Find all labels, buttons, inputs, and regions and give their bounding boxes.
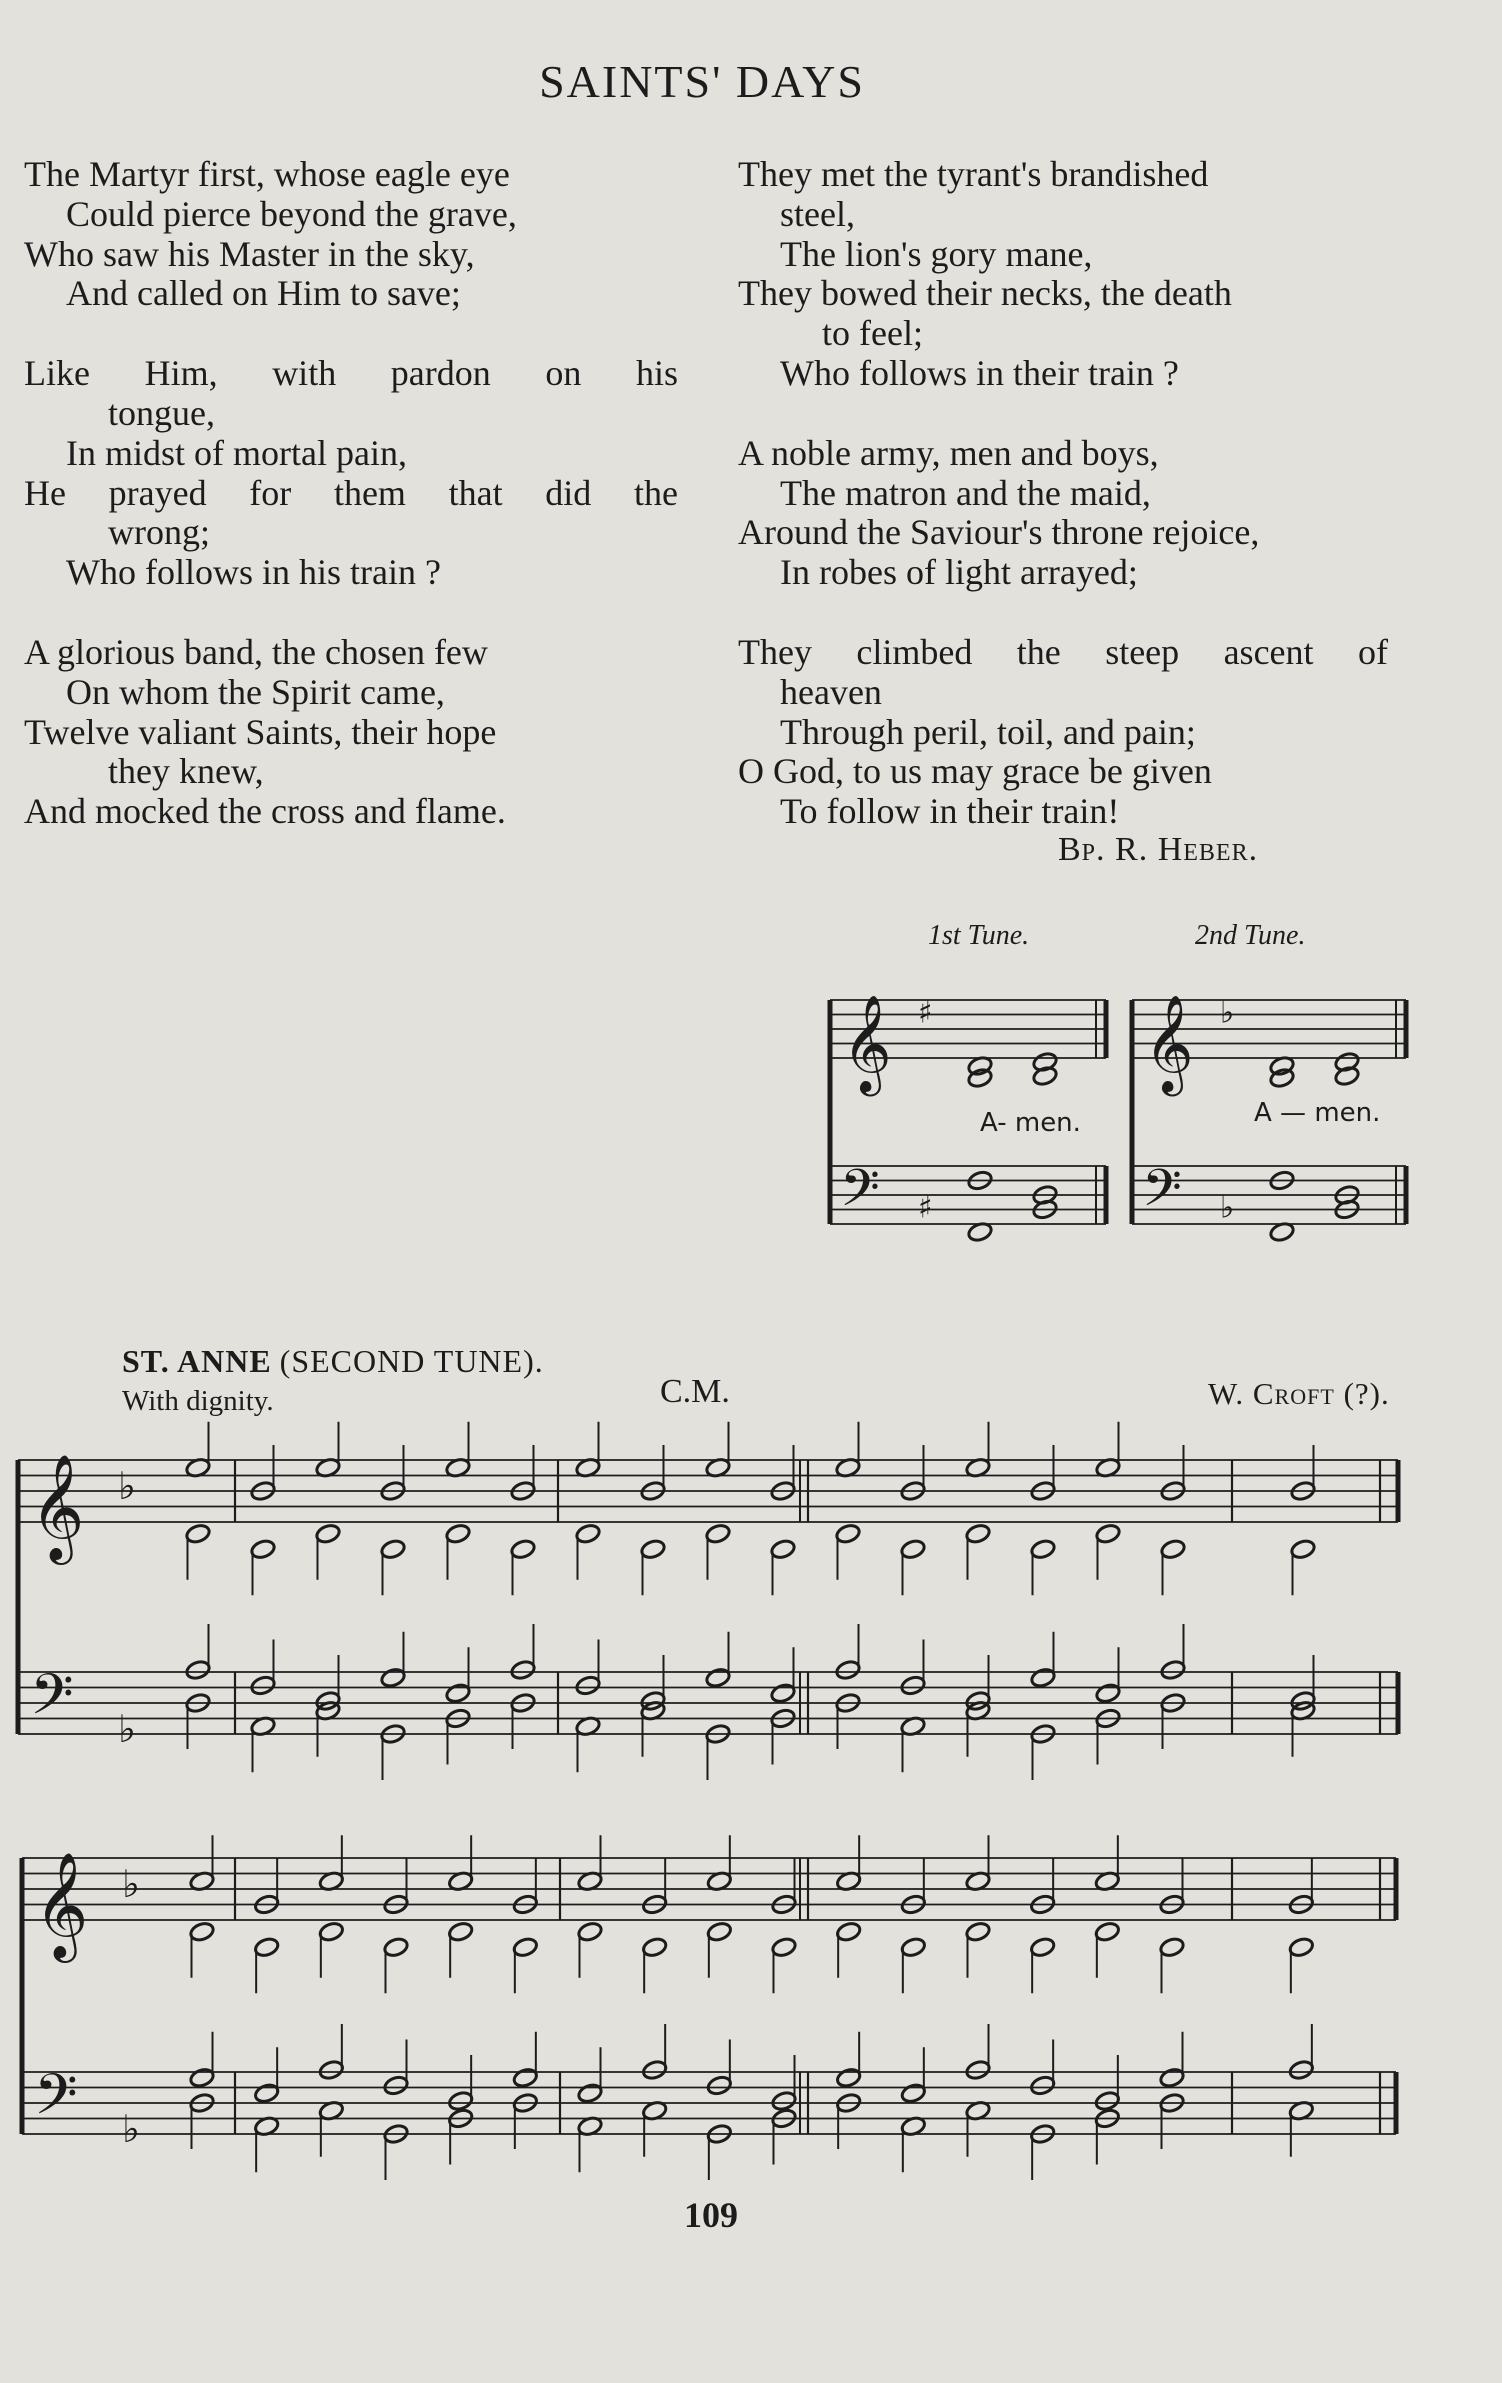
treble-clef: 𝄞 [1144, 994, 1194, 1092]
tenor-note [771, 2090, 798, 2112]
second-amen-text: A — men. [1254, 1098, 1381, 1128]
alto-note [253, 1936, 280, 1958]
alto-note [1160, 1538, 1187, 1560]
tenor-note [577, 2082, 604, 2104]
first-amen-text: A- men. [980, 1108, 1081, 1138]
tenor-note [1029, 2075, 1056, 2097]
alto-note [1159, 1936, 1186, 1958]
key-signature: ♯ [918, 1190, 933, 1226]
treble-clef: 𝄞 [30, 1453, 85, 1560]
verse-line: Twelve valiant Saints, their hope [24, 711, 497, 752]
tenor-note [447, 2090, 474, 2112]
alto-note [771, 1936, 798, 1958]
alto-note [965, 1523, 992, 1545]
verse-line: to feel; [822, 313, 923, 354]
tenor-note [380, 1667, 407, 1689]
tenor-note [835, 2067, 862, 2089]
verse-line: And mocked the cross and flame. [24, 791, 506, 832]
verse-line: They climbed the steep ascent of [738, 631, 1388, 672]
tenor-note [1030, 1667, 1057, 1689]
page-title: SAINTS' DAYS [539, 56, 865, 107]
verse-line: To follow in their train! [780, 791, 1120, 832]
tune-name-suffix: (SECOND TUNE). [279, 1343, 544, 1379]
flat-sign: ♭ [122, 2107, 140, 2151]
verse-line: They met the tyrant's brandished [738, 154, 1209, 194]
alto-note [512, 1936, 539, 1958]
tune-tempo: With dignity. [122, 1385, 274, 1417]
alto-note [510, 1538, 537, 1560]
verse-line: Through peril, toil, and pain; [780, 711, 1196, 752]
alto-note [318, 1921, 345, 1943]
key-signature: ♯ [918, 995, 933, 1031]
tenor-note [445, 1682, 472, 1704]
tenor-note [189, 2067, 216, 2089]
verse-line: The lion's gory mane, [780, 233, 1093, 274]
alto-note [965, 1921, 992, 1943]
alto-note [577, 1921, 604, 1943]
verse-line: Who follows in his train ? [66, 552, 441, 593]
tenor-note [770, 1682, 797, 1704]
alto-note [1288, 1936, 1315, 1958]
verse-line: Could pierce beyond the grave, [66, 193, 517, 234]
tenor-note [185, 1659, 212, 1681]
alto-note [640, 1538, 667, 1560]
alto-note [1029, 1936, 1056, 1958]
alto-note [900, 1538, 927, 1560]
alto-note [189, 1921, 216, 1943]
verse-line: He prayed for them that did the [24, 472, 678, 513]
second-tune-label: 2nd Tune. [1195, 920, 1306, 951]
verse-line: In robes of light arrayed; [780, 552, 1138, 593]
verse-line: And called on Him to save; [66, 273, 461, 314]
tenor-note [1288, 2059, 1315, 2081]
verse-line: heaven [780, 671, 882, 712]
verse-line: steel, [780, 193, 855, 234]
alto-note [380, 1538, 407, 1560]
alto-note [315, 1523, 342, 1545]
key-signature: ♭ [1220, 1190, 1235, 1226]
verse-line: The Martyr first, whose eagle eye [24, 154, 510, 194]
tenor-note [575, 1675, 602, 1697]
tenor-note [965, 2059, 992, 2081]
verse-line: wrong; [108, 512, 210, 553]
verse-line: The matron and the maid, [780, 472, 1151, 513]
verse-line: They bowed their necks, the death [738, 273, 1232, 314]
tenor-note [1159, 2067, 1186, 2089]
tune-composer: W. Croft (?). [1208, 1376, 1390, 1411]
tenor-note [1095, 1682, 1122, 1704]
verse-line: A noble army, men and boys, [738, 432, 1159, 473]
first-tune-label: 1st Tune. [928, 920, 1030, 951]
alto-note [1094, 1921, 1121, 1943]
tenor-note [900, 1675, 927, 1697]
verse-line: Who follows in their train ? [780, 352, 1179, 393]
tenor-note [383, 2075, 410, 2097]
verse-line: Around the Saviour's throne rejoice, [738, 512, 1260, 553]
tenor-note [510, 1659, 537, 1681]
alto-note [770, 1538, 797, 1560]
alto-note [835, 1523, 862, 1545]
verse-line: Who saw his Master in the sky, [24, 233, 475, 274]
alto-note [706, 1921, 733, 1943]
verse-line: On whom the Spirit came, [66, 671, 445, 712]
alto-note [900, 1936, 927, 1958]
key-signature: ♭ [1220, 995, 1235, 1031]
tenor-note [706, 2075, 733, 2097]
tenor-note [253, 2082, 280, 2104]
tenor-note [250, 1675, 277, 1697]
tenor-note [641, 2059, 668, 2081]
alto-note [185, 1523, 212, 1545]
bass-clef: 𝄢 [1142, 1157, 1182, 1231]
tenor-note [318, 2059, 345, 2081]
tune-name: ST. ANNE [122, 1343, 272, 1379]
alto-note [705, 1523, 732, 1545]
verse-line: Like Him, with pardon on his [24, 353, 678, 394]
page-number: 109 [684, 2195, 738, 2235]
tenor-note [512, 2067, 539, 2089]
alto-note [1290, 1538, 1317, 1560]
flat-sign: ♭ [118, 1464, 136, 1508]
verse-line: O God, to us may grace be given [738, 751, 1212, 792]
alto-note [835, 1921, 862, 1943]
tenor-note [1094, 2090, 1121, 2112]
tenor-note [705, 1667, 732, 1689]
bass-clef: 𝄢 [840, 1157, 880, 1231]
alto-note [1095, 1523, 1122, 1545]
flat-sign: ♭ [122, 1862, 140, 1906]
alto-note [575, 1523, 602, 1545]
tune-meter: C.M. [660, 1373, 730, 1410]
alto-note [445, 1523, 472, 1545]
alto-note [1030, 1538, 1057, 1560]
alto-note [641, 1936, 668, 1958]
tenor-note [1160, 1659, 1187, 1681]
alto-note [383, 1936, 410, 1958]
bass-clef: 𝄢 [30, 1662, 74, 1742]
tenor-note [900, 2082, 927, 2104]
treble-clef: 𝄞 [842, 994, 892, 1092]
treble-clef: 𝄞 [34, 1851, 89, 1958]
flat-sign: ♭ [118, 1707, 136, 1751]
alto-note [250, 1538, 277, 1560]
verse-line: they knew, [108, 751, 264, 792]
hymn-author: Bp. R. Heber. [1058, 831, 1259, 868]
tenor-note [835, 1659, 862, 1681]
verse-line: A glorious band, the chosen few [24, 631, 488, 672]
alto-note [447, 1921, 474, 1943]
verse-line: tongue, [108, 392, 215, 433]
bass-clef: 𝄢 [34, 2062, 78, 2142]
verse-line: In midst of mortal pain, [66, 432, 407, 473]
